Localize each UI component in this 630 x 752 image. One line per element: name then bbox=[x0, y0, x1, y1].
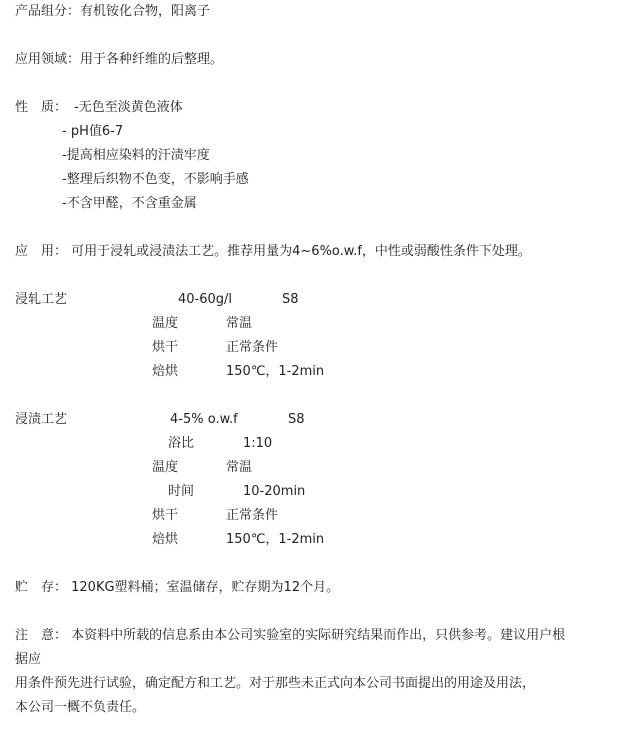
param-value: 正常条件 bbox=[226, 508, 279, 523]
param-name: 时间 bbox=[168, 484, 195, 499]
param-value: 1:10 bbox=[243, 436, 273, 451]
property-item: -无色至淡黄色液体 bbox=[74, 100, 183, 115]
param-name: 浴比 bbox=[168, 436, 195, 451]
padding-process-title: 浸轧工艺 bbox=[15, 292, 68, 307]
composition-line: 产品组分：有机铵化合物，阳离子 bbox=[15, 4, 211, 19]
property-item: -不含甲醛，不含重金属 bbox=[62, 196, 197, 211]
notice-line: 据应 bbox=[15, 652, 42, 667]
param-name: 焙烘 bbox=[152, 532, 179, 547]
param-value: 10-20min bbox=[243, 484, 306, 499]
exhaust-process-title: 浸渍工艺 bbox=[15, 412, 68, 427]
param-value: 150℃，1-2min bbox=[226, 364, 325, 379]
notice-line: 注 意： 本资料中所载的信息系由本公司实验室的实际研究结果而作出，只供参考。建议用户根 bbox=[15, 628, 566, 643]
param-name: 温度 bbox=[152, 460, 179, 475]
notice-line: 用条件预先进行试验，确定配方和工艺。对于那些未正式向本公司书面提出的用途及用法， bbox=[15, 676, 536, 691]
exhaust-product: S8 bbox=[288, 412, 305, 427]
notice-line: 本公司一概不负责任。 bbox=[15, 700, 146, 715]
param-name: 烘干 bbox=[152, 340, 179, 355]
property-item: - pH值6-7 bbox=[62, 124, 124, 139]
param-name: 温度 bbox=[152, 316, 179, 331]
param-name: 焙烘 bbox=[152, 364, 179, 379]
property-item: -提高相应染料的汗渍牢度 bbox=[62, 148, 210, 163]
usage-line: 应 用： 可用于浸轧或浸渍法工艺。推荐用量为4~6%o.w.f，中性或弱酸性条件下处理。 bbox=[15, 244, 531, 259]
param-value: 150℃，1-2min bbox=[226, 532, 325, 547]
storage-line: 贮 存： 120KG塑料桶；室温储存，贮存期为12个月。 bbox=[15, 580, 340, 595]
param-name: 烘干 bbox=[152, 508, 179, 523]
properties-label: 性 质： bbox=[15, 100, 68, 115]
param-value: 常温 bbox=[226, 316, 253, 331]
param-value: 常温 bbox=[226, 460, 253, 475]
param-value: 正常条件 bbox=[226, 340, 279, 355]
padding-product: S8 bbox=[282, 292, 299, 307]
application-field-line: 应用领域：用于各种纤维的后整理。 bbox=[15, 52, 224, 67]
property-item: -整理后织物不色变，不影响手感 bbox=[62, 172, 249, 187]
exhaust-dosage: 4-5% o.w.f bbox=[170, 412, 238, 427]
padding-dosage: 40-60g/l bbox=[178, 292, 233, 307]
